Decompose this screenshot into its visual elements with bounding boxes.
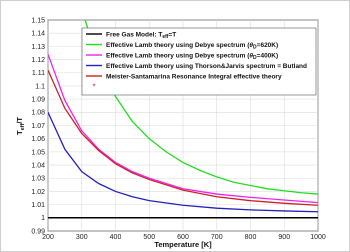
- y-axis-label: $T_{eff}/T$: [15, 117, 26, 135]
- y-tick-label: 1.07: [31, 122, 45, 130]
- y-tick-label: 1.04: [31, 162, 45, 170]
- legend-label: Free Gas Model: $T_{eff}=T$: [106, 31, 177, 40]
- x-tick-label: 400: [109, 234, 122, 241]
- y-tick-label: 1.12: [31, 56, 45, 64]
- y-tick-label: 1: [41, 215, 45, 223]
- legend-label: Effective Lamb theory using Debye spectrum $(\theta_D=620K)$: [106, 41, 279, 51]
- legend-label: Effective Lamb theory using Debye spectrum $(\theta_D=400K)$: [106, 52, 279, 61]
- x-tick-label: 700: [210, 234, 223, 241]
- y-tick-label: 1.03: [31, 175, 45, 183]
- legend-marker-star: *: [92, 82, 96, 92]
- y-tick-label: 1.09: [31, 96, 45, 104]
- y-tick-label: 0.99: [31, 228, 45, 236]
- legend: [82, 28, 316, 95]
- x-tick-label: 600: [177, 234, 189, 241]
- y-tick-label: 1.1: [35, 83, 45, 91]
- x-tick-label: 900: [278, 234, 291, 241]
- y-tick-label: 1.06: [31, 136, 45, 144]
- y-tick-label: 1.15: [31, 17, 45, 25]
- legend-label: Effective Lamb theory using Thorson&Jarvis spectrum = Butland: [106, 62, 308, 70]
- y-tick-label: 1.11: [31, 70, 45, 78]
- y-tick-label: 1.01: [31, 202, 45, 210]
- y-tick-label: 1.14: [31, 30, 45, 38]
- x-tick-label: 200: [42, 234, 54, 241]
- y-tick-label: 1.13: [31, 43, 45, 51]
- y-tick-label: 1.05: [31, 149, 45, 157]
- x-tick-label: 1000: [310, 234, 326, 241]
- x-axis-label: Temperature [K]: [154, 240, 212, 249]
- y-tick-label: 1.02: [31, 188, 45, 196]
- x-tick-label: 500: [143, 234, 156, 241]
- y-tick-label: 1.08: [31, 109, 45, 117]
- x-tick-label: 300: [75, 234, 88, 241]
- legend-label: Meister-Santamarina Resonance Integral effective theory: [106, 73, 282, 81]
- x-tick-label: 800: [244, 234, 257, 241]
